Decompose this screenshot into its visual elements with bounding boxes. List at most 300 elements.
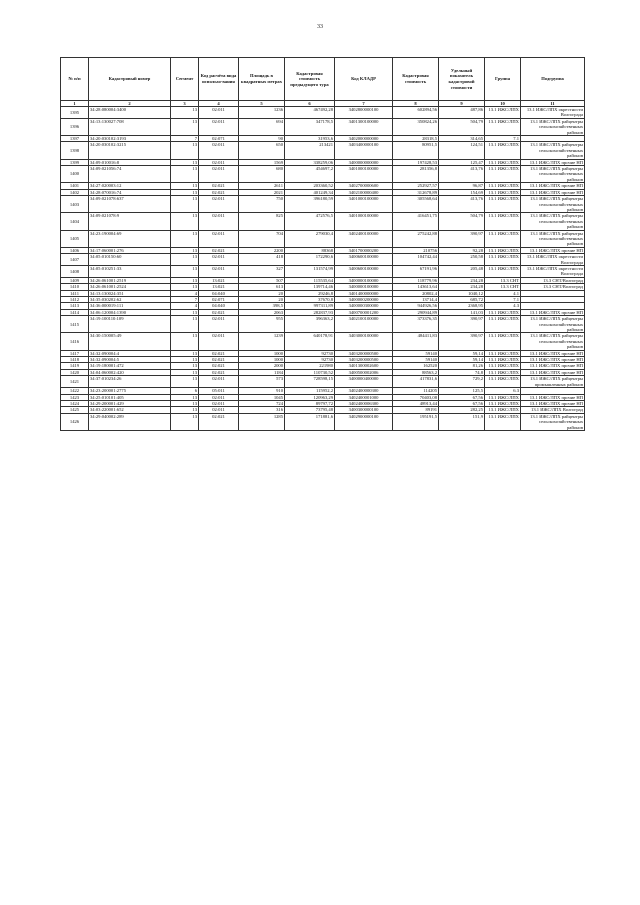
previous-value-cell: 110730,52 <box>285 369 335 375</box>
area-cell: 2611 <box>239 183 285 189</box>
subgroup-cell: 13.1 ИЖС/ЛПХ прочие НП <box>521 189 585 195</box>
group-cell: 6.3 <box>485 388 521 394</box>
column-number: 2 <box>89 101 171 107</box>
kladr-code-cell: 3400600100000 <box>335 254 393 266</box>
segment-cell: 13 <box>171 333 199 350</box>
group-cell: 7.1 <box>485 136 521 142</box>
previous-value-cell: 454697,2 <box>285 166 335 183</box>
specific-value-cell: 154,69 <box>439 189 485 195</box>
kladr-code-cell: 3401300002600 <box>335 363 393 369</box>
previous-value-cell: 401249,34 <box>285 189 335 195</box>
specific-value-cell: 125,47 <box>439 159 485 165</box>
subgroup-cell: 13.1 ИЖС/ЛПХ райцентры сельскохозяйственных районов <box>521 230 585 247</box>
previous-value-cell: 115952,2 <box>285 388 335 394</box>
usage-code-cell: 02:011 <box>199 394 239 400</box>
row-number-cell: 1416 <box>61 333 89 350</box>
kladr-code-cell: 3402800000100 <box>335 107 393 119</box>
area-cell: 1236 <box>239 107 285 119</box>
cadastral-number-cell: 34:05:010150:60 <box>89 254 171 266</box>
segment-cell: 13 <box>171 265 199 277</box>
subgroup-cell: 13.1 ИЖС/ЛПХ райцентры промышленных районов <box>521 376 585 388</box>
subgroup-cell: 13.1 ИЖС/ЛПХ райцентры сельскохозяйственных районов <box>521 196 585 213</box>
subgroup-cell: 13.1 ИЖС/ЛПХ прочие НП <box>521 247 585 253</box>
header-cell: Группа <box>485 58 521 101</box>
header-cell: № п/п <box>61 58 89 101</box>
cadastral-value-cell: 602894,56 <box>393 107 439 119</box>
header-cell: Площадь в квадратных метрах <box>239 58 285 101</box>
header-cell: Сегмент <box>171 58 199 101</box>
specific-value-cell: 250,58 <box>439 254 485 266</box>
row-number-cell: 1406 <box>61 247 89 253</box>
cadastral-value-cell: 305568,64 <box>393 196 439 213</box>
usage-code-cell: 02:011 <box>199 265 239 277</box>
subgroup-cell: 13.1 ИЖС/ЛПХ райцентры сельскохозяйственных районов <box>521 166 585 183</box>
column-number: 1 <box>61 101 89 107</box>
previous-value-cell: 347178,5 <box>285 118 335 135</box>
cadastral-value-cell: 484411,83 <box>393 333 439 350</box>
cadastral-value-cell: 143613,64 <box>393 284 439 290</box>
segment-cell: 13 <box>171 118 199 135</box>
cadastral-number-cell: 34:04:060002:420 <box>89 369 171 375</box>
usage-code-cell: 13:021 <box>199 277 239 283</box>
group-cell: 13.1 ИЖС/ЛПХ <box>485 394 521 400</box>
previous-value-cell: 89797,72 <box>285 400 335 406</box>
usage-code-cell: 02:021 <box>199 369 239 375</box>
previous-value-cell: 73795,48 <box>285 407 335 413</box>
cadastral-value-cell: 312678,89 <box>393 189 439 195</box>
header-cell: Кадастровая стоимость <box>393 58 439 101</box>
previous-value-cell: 396180,59 <box>285 196 335 213</box>
usage-code-cell: 02:011 <box>199 196 239 213</box>
kladr-code-cell: 3400000400000 <box>335 376 393 388</box>
subgroup-cell: 13.1 ИЖС/ЛПХ райцентры сельскохозяйственных районов <box>521 333 585 350</box>
segment-cell: 4 <box>171 303 199 309</box>
column-number: 3 <box>171 101 199 107</box>
row-number-cell: 1398 <box>61 142 89 159</box>
cadastral-value-cell: 944926,56 <box>393 303 439 309</box>
group-cell: 13.1 ИЖС/ЛПХ <box>485 196 521 213</box>
cadastral-number-cell: 34:06:120004:1390 <box>89 309 171 315</box>
group-cell: 13.1 ИЖС/ЛПХ <box>485 413 521 430</box>
group-cell: 13.1 ИЖС/ЛПХ <box>485 400 521 406</box>
group-cell: 13.1 ИЖС/ЛПХ <box>485 142 521 159</box>
previous-value-cell: 640178,91 <box>285 333 335 350</box>
subgroup-cell: 13.1 ИЖС/ЛПХ прочие НП <box>521 159 585 165</box>
subgroup-cell: 13.1 ИЖС/ЛПХ райцентры сельскохозяйственных районов <box>521 213 585 230</box>
subgroup-cell: 13.1 ИЖС/ЛПХ райцентры сельскохозяйственных районов <box>521 142 585 159</box>
specific-value-cell: 390,97 <box>439 316 485 333</box>
subgroup-cell: 13.1 ИЖС/ЛПХ прочие НП <box>521 369 585 375</box>
page-number: 33 <box>317 24 323 30</box>
header-cell: Код КЛАДР <box>335 58 393 101</box>
segment-cell: 13 <box>171 394 199 400</box>
area-cell: 90 <box>239 136 285 142</box>
subgroup-cell: 13.1 ИЖС/ЛПХ прочие НП <box>521 183 585 189</box>
kladr-code-cell: 3400000000000 <box>335 159 393 165</box>
cadastral-number-cell: 34:05:010251:33 <box>89 265 171 277</box>
header-cell: Удельный показатель кадастровой стоимости <box>439 58 485 101</box>
cadastral-number-cell: 34:19:100110:109 <box>89 316 171 333</box>
cadastral-value-cell: 20802,4 <box>393 290 439 296</box>
segment-cell: 13 <box>171 357 199 363</box>
cadastral-number-cell: 34:35:030202:62 <box>89 297 171 303</box>
group-cell: 13.1 ИЖС/ЛПХ <box>485 350 521 356</box>
kladr-code-cell: 3401300100000 <box>335 118 393 135</box>
subgroup-cell: 13.1 ИЖС/ЛПХ прочие НП <box>521 363 585 369</box>
group-cell: 13.3 СНТ <box>485 284 521 290</box>
row-number-cell: 1399 <box>61 159 89 165</box>
table-body <box>61 107 585 431</box>
row-number-cell: 1407 <box>61 254 89 266</box>
header-cell: Кадастровая стоимость предыдущего тура <box>285 58 335 101</box>
group-cell: 13.1 ИЖС/ЛПХ <box>485 183 521 189</box>
subgroup-cell: 13.1 ИЖС/ЛПХ райцентры сельскохозяйственных районов <box>521 316 585 333</box>
row-number-cell: 1424 <box>61 400 89 406</box>
group-cell: 13.3 СНТ <box>485 277 521 283</box>
area-cell: 650 <box>239 142 285 159</box>
previous-value-cell: 282837,93 <box>285 309 335 315</box>
cadastral-value-cell: 290944,89 <box>393 309 439 315</box>
usage-code-cell: 05:011 <box>199 388 239 394</box>
cadastral-value-cell: 195191,5 <box>393 413 439 430</box>
cadastral-number-cell: 34:37:010234:26 <box>89 376 171 388</box>
group-cell: 13.1 ИЖС/ЛПХ <box>485 407 521 413</box>
cadastral-number-cell: 34:23:200001:2775 <box>89 388 171 394</box>
table-row <box>61 213 585 230</box>
group-cell: 13.1 ИЖС/ЛПХ <box>485 189 521 195</box>
row-number-cell: 1415 <box>61 316 89 333</box>
usage-code-cell: 02:011 <box>199 230 239 247</box>
cadastral-value-cell: 275242,88 <box>393 230 439 247</box>
area-cell: 724 <box>239 400 285 406</box>
subgroup-cell: 13.1 ИЖС/ЛПХ райцентры сельскохозяйственных районов <box>521 118 585 135</box>
cadastral-value-cell: 104742,44 <box>393 254 439 266</box>
group-cell: 13.1 ИЖС/ЛПХ <box>485 118 521 135</box>
previous-value-cell: 115535,64 <box>285 277 335 283</box>
cadastral-value-cell: 162520 <box>393 363 439 369</box>
table-row <box>61 413 585 430</box>
previous-value-cell: 139714,46 <box>285 284 335 290</box>
specific-value-cell: 205,48 <box>439 265 485 277</box>
row-number-cell: 1403 <box>61 196 89 213</box>
specific-value-cell: 141,03 <box>439 309 485 315</box>
kladr-code-cell: 3401700000200 <box>335 247 393 253</box>
usage-code-cell: 02:021 <box>199 189 239 195</box>
area-cell: 327 <box>239 265 285 277</box>
specific-value-cell: 729,2 <box>439 376 485 388</box>
area-cell: 2000 <box>239 363 285 369</box>
row-number-cell: 1401 <box>61 183 89 189</box>
previous-value-cell: 92730 <box>285 350 335 356</box>
usage-code-cell: 02:071 <box>199 136 239 142</box>
specific-value-cell: 504,79 <box>439 118 485 135</box>
usage-code-cell: 13:021 <box>199 284 239 290</box>
previous-value-cell: 31953,6 <box>285 136 335 142</box>
specific-value-cell: 487,86 <box>439 107 485 119</box>
area-cell: 2200 <box>239 247 285 253</box>
cadastral-value-cell: 417831,6 <box>393 376 439 388</box>
specific-value-cell: 234,28 <box>439 277 485 283</box>
column-number: 7 <box>335 101 393 107</box>
cadastral-value-cell: 197428,53 <box>393 159 439 165</box>
kladr-code-cell: 3400700001200 <box>335 309 393 315</box>
segment-cell: 13 <box>171 142 199 159</box>
cadastral-value-cell: 28318,5 <box>393 136 439 142</box>
cadastral-number-cell: 34:17:060001:276 <box>89 247 171 253</box>
usage-code-cell: 02:021 <box>199 350 239 356</box>
kladr-code-cell: 3402100000400 <box>335 189 393 195</box>
cadastral-value-cell: 70403,08 <box>393 394 439 400</box>
specific-value-cell: 92,28 <box>439 247 485 253</box>
area-cell: 573 <box>239 376 285 388</box>
area-cell: 1285 <box>239 413 285 430</box>
row-number-cell: 1411 <box>61 290 89 296</box>
group-cell: 13.1 ИЖС/ЛПХ <box>485 230 521 247</box>
area-cell: 1045 <box>239 394 285 400</box>
segment-cell: 13 <box>171 107 199 119</box>
segment-cell: 13 <box>171 350 199 356</box>
specific-value-cell: 59,14 <box>439 357 485 363</box>
kladr-code-cell: 3402700000600 <box>335 183 393 189</box>
area-cell: 316 <box>239 407 285 413</box>
kladr-code-cell: 3402000000000 <box>335 136 393 142</box>
kladr-code-cell: 3401400000000 <box>335 290 393 296</box>
table-row <box>61 254 585 266</box>
cadastral-number-cell: 34:13:130024:351 <box>89 290 171 296</box>
previous-value-cell: 172290,6 <box>285 254 335 266</box>
row-number-cell: 1402 <box>61 189 89 195</box>
row-number-cell: 1408 <box>61 265 89 277</box>
usage-code-cell: 02:011 <box>199 254 239 266</box>
segment-cell: 13 <box>171 284 199 290</box>
usage-code-cell: 02:021 <box>199 309 239 315</box>
row-number-cell: 1421 <box>61 376 89 388</box>
table-row <box>61 107 585 119</box>
cadastral-number-cell: 34:25:010101:405 <box>89 394 171 400</box>
table-row <box>61 333 585 350</box>
cadastral-value-cell: 67191,96 <box>393 265 439 277</box>
kladr-code-cell: 3402900000100 <box>335 413 393 430</box>
cadastral-value-cell: 89191 <box>393 407 439 413</box>
group-cell: 13.1 ИЖС/ЛПХ <box>485 159 521 165</box>
cadastral-number-cell: 34:03:220001:652 <box>89 407 171 413</box>
table-row <box>61 166 585 183</box>
usage-code-cell: 02:011 <box>199 118 239 135</box>
table-row <box>61 265 585 277</box>
subgroup-cell: 13.3 СНТ/Волгоград <box>521 277 585 283</box>
subgroup-cell: 13.1 ИЖС/ЛПХ прочие НП <box>521 394 585 400</box>
segment-cell: 13 <box>171 316 199 333</box>
row-number-cell: 1412 <box>61 297 89 303</box>
cadastral-number-cell: 34:19:180001:472 <box>89 363 171 369</box>
area-cell: 1184 <box>239 369 285 375</box>
previous-value-cell: 131574,99 <box>285 265 335 277</box>
segment-cell: 13 <box>171 376 199 388</box>
area-cell: 613 <box>239 284 285 290</box>
kladr-code-cell: 3400000100000 <box>335 284 393 290</box>
segment-cell: 13 <box>171 277 199 283</box>
cadastral-value-cell: 59140 <box>393 357 439 363</box>
group-cell: 13.1 ИЖС/ЛПХ <box>485 107 521 119</box>
row-number-cell: 1426 <box>61 413 89 430</box>
kladr-code-cell: 3401000100000 <box>335 196 393 213</box>
area-cell: 1000 <box>239 350 285 356</box>
cadastral-number-cell: 34:29:040002:289 <box>89 413 171 430</box>
cadastral-number-cell: 34:29:200001:429 <box>89 400 171 406</box>
cadastral-value-cell: 118779,96 <box>393 277 439 283</box>
specific-value-cell: 314,65 <box>439 136 485 142</box>
segment-cell: 13 <box>171 196 199 213</box>
usage-code-cell: 02:011 <box>199 333 239 350</box>
usage-code-cell: 02:011 <box>199 142 239 159</box>
previous-value-cell: 88368 <box>285 247 335 253</box>
area-cell: 418 <box>239 254 285 266</box>
cadastral-number-cell: 34:20:030102:3215 <box>89 142 171 159</box>
group-cell: 13.1 ИЖС/ЛПХ <box>485 166 521 183</box>
kladr-code-cell: 3403000100000 <box>335 333 393 350</box>
row-number-cell: 1404 <box>61 213 89 230</box>
segment-cell: 6 <box>171 388 199 394</box>
kladr-code-cell: 3403200000500 <box>335 350 393 356</box>
cadastral-number-cell: 34:20:030102:3193 <box>89 136 171 142</box>
row-number-cell: 1409 <box>61 277 89 283</box>
cadastral-value-cell: 13714,4 <box>393 297 439 303</box>
segment-cell: 13 <box>171 254 199 266</box>
subgroup-cell: 13.1 ИЖС/ЛПХ прочие НП <box>521 309 585 315</box>
previous-value-cell: 171881,6 <box>285 413 335 430</box>
header-cell: Код расчёта вида использо-вания <box>199 58 239 101</box>
cadastral-number-cell: 34:09:021078:9 <box>89 213 171 230</box>
usage-code-cell: 02:011 <box>199 376 239 388</box>
cadastral-number-cell: 34:32:090004:5 <box>89 357 171 363</box>
kladr-code-cell: 3402400100000 <box>335 230 393 247</box>
table-row <box>61 118 585 135</box>
previous-value-cell: 997311,89 <box>285 303 335 309</box>
area-cell: 398,5 <box>239 303 285 309</box>
row-number-cell: 1418 <box>61 357 89 363</box>
segment-cell: 13 <box>171 309 199 315</box>
area-cell: 2063 <box>239 309 285 315</box>
group-cell: 13.1 ИЖС/ЛПХ <box>485 309 521 315</box>
segment-cell: 13 <box>171 159 199 165</box>
specific-value-cell: 234,28 <box>439 284 485 290</box>
area-cell: 20 <box>239 297 285 303</box>
cadastral-value-cell: 114205 <box>393 388 439 394</box>
segment-cell: 13 <box>171 413 199 430</box>
row-number-cell: 1413 <box>61 303 89 309</box>
kladr-code-cell: 3400300000100 <box>335 407 393 413</box>
previous-value-cell: 728598,15 <box>285 376 335 388</box>
group-cell: 13.1 ИЖС/ЛПХ <box>485 254 521 266</box>
area-cell: 1569 <box>239 159 285 165</box>
group-cell: 13.1 ИЖС/ЛПХ <box>485 369 521 375</box>
kladr-code-cell: 3402100100000 <box>335 316 393 333</box>
kladr-code-cell: 3402400006300 <box>335 400 393 406</box>
area-cell: 750 <box>239 196 285 213</box>
previous-value-cell: 472576,5 <box>285 213 335 230</box>
specific-value-cell: 2368,95 <box>439 303 485 309</box>
cadastral-value-cell: 210756 <box>393 247 439 253</box>
subgroup-cell: 13.1 ИЖС/ЛПХ прочие НП <box>521 400 585 406</box>
group-cell: 13.1 ИЖС/ЛПХ <box>485 363 521 369</box>
table-row <box>61 316 585 333</box>
segment-cell: 13 <box>171 166 199 183</box>
row-number-cell: 1410 <box>61 284 89 290</box>
header-row <box>61 58 585 101</box>
kladr-code-cell: 3402400001000 <box>335 394 393 400</box>
usage-code-cell: 02:011 <box>199 213 239 230</box>
previous-value-cell: 92730 <box>285 357 335 363</box>
kladr-code-cell: 3401000100000 <box>335 213 393 230</box>
subgroup-cell: 13.1 ИЖС/ЛПХ окрестности Волгограда <box>521 254 585 266</box>
segment-cell: 13 <box>171 213 199 230</box>
table-row <box>61 196 585 213</box>
previous-value-cell: 37670,8 <box>285 297 335 303</box>
column-number: 6 <box>285 101 335 107</box>
area-cell: 955 <box>239 316 285 333</box>
area-cell: 910 <box>239 388 285 394</box>
cadastral-number-cell: 34:28:070016:74 <box>89 189 171 195</box>
segment-cell: 13 <box>171 400 199 406</box>
group-cell: 13.1 ИЖС/ЛПХ <box>485 316 521 333</box>
kladr-code-cell: 3402400000300 <box>335 388 393 394</box>
specific-value-cell: 685,72 <box>439 297 485 303</box>
area-cell: 1000 <box>239 357 285 363</box>
cadastral-number-cell: 34:26:061001:2519 <box>89 277 171 283</box>
usage-code-cell: 02:011 <box>199 166 239 183</box>
column-number: 9 <box>439 101 485 107</box>
column-number: 4 <box>199 101 239 107</box>
cadastral-number-cell: 34:23:190004:69 <box>89 230 171 247</box>
specific-value-cell: 390,97 <box>439 230 485 247</box>
row-number-cell: 1419 <box>61 363 89 369</box>
usage-code-cell: 02:011 <box>199 316 239 333</box>
row-number-cell: 1420 <box>61 369 89 375</box>
cadastral-number-cell: 34:09:021056:74 <box>89 166 171 183</box>
subgroup-cell: 13.1 ИЖС/ЛПХ райцентры сельскохозяйственных районов <box>521 413 585 430</box>
area-cell: 694 <box>239 118 285 135</box>
row-number-cell: 1395 <box>61 107 89 119</box>
specific-value-cell: 96,87 <box>439 183 485 189</box>
cadastral-number-cell: 34:32:090004:4 <box>89 350 171 356</box>
cadastral-value-cell: 350824,26 <box>393 118 439 135</box>
subgroup-cell: 13.1 ИЖС/ЛПХ прочие НП <box>521 357 585 363</box>
group-cell: 13.1 ИЖС/ЛПХ <box>485 265 521 277</box>
cadastral-number-cell: 34:28:080004:3400 <box>89 107 171 119</box>
table-row <box>61 230 585 247</box>
row-number-cell: 1423 <box>61 394 89 400</box>
specific-value-cell: 67,56 <box>439 400 485 406</box>
segment-cell: 13 <box>171 247 199 253</box>
specific-value-cell: 390,97 <box>439 333 485 350</box>
cadastral-value-cell: 252927,57 <box>393 183 439 189</box>
area-cell: 1239 <box>239 333 285 350</box>
usage-code-cell: 02:011 <box>199 107 239 119</box>
specific-value-cell: 413,76 <box>439 196 485 213</box>
kladr-code-cell: 3400000200000 <box>335 297 393 303</box>
previous-value-cell: 213421 <box>285 142 335 159</box>
usage-code-cell: 02:011 <box>199 400 239 406</box>
segment-cell: 4 <box>171 290 199 296</box>
group-cell: 13.1 ИЖС/ЛПХ <box>485 247 521 253</box>
segment-cell: 13 <box>171 369 199 375</box>
cadastral-value-cell: 281356,8 <box>393 166 439 183</box>
specific-value-cell: 413,76 <box>439 166 485 183</box>
usage-code-cell: 02:021 <box>199 363 239 369</box>
group-cell: 4.1 <box>485 290 521 296</box>
table-row <box>61 142 585 159</box>
row-number-cell: 1414 <box>61 309 89 315</box>
